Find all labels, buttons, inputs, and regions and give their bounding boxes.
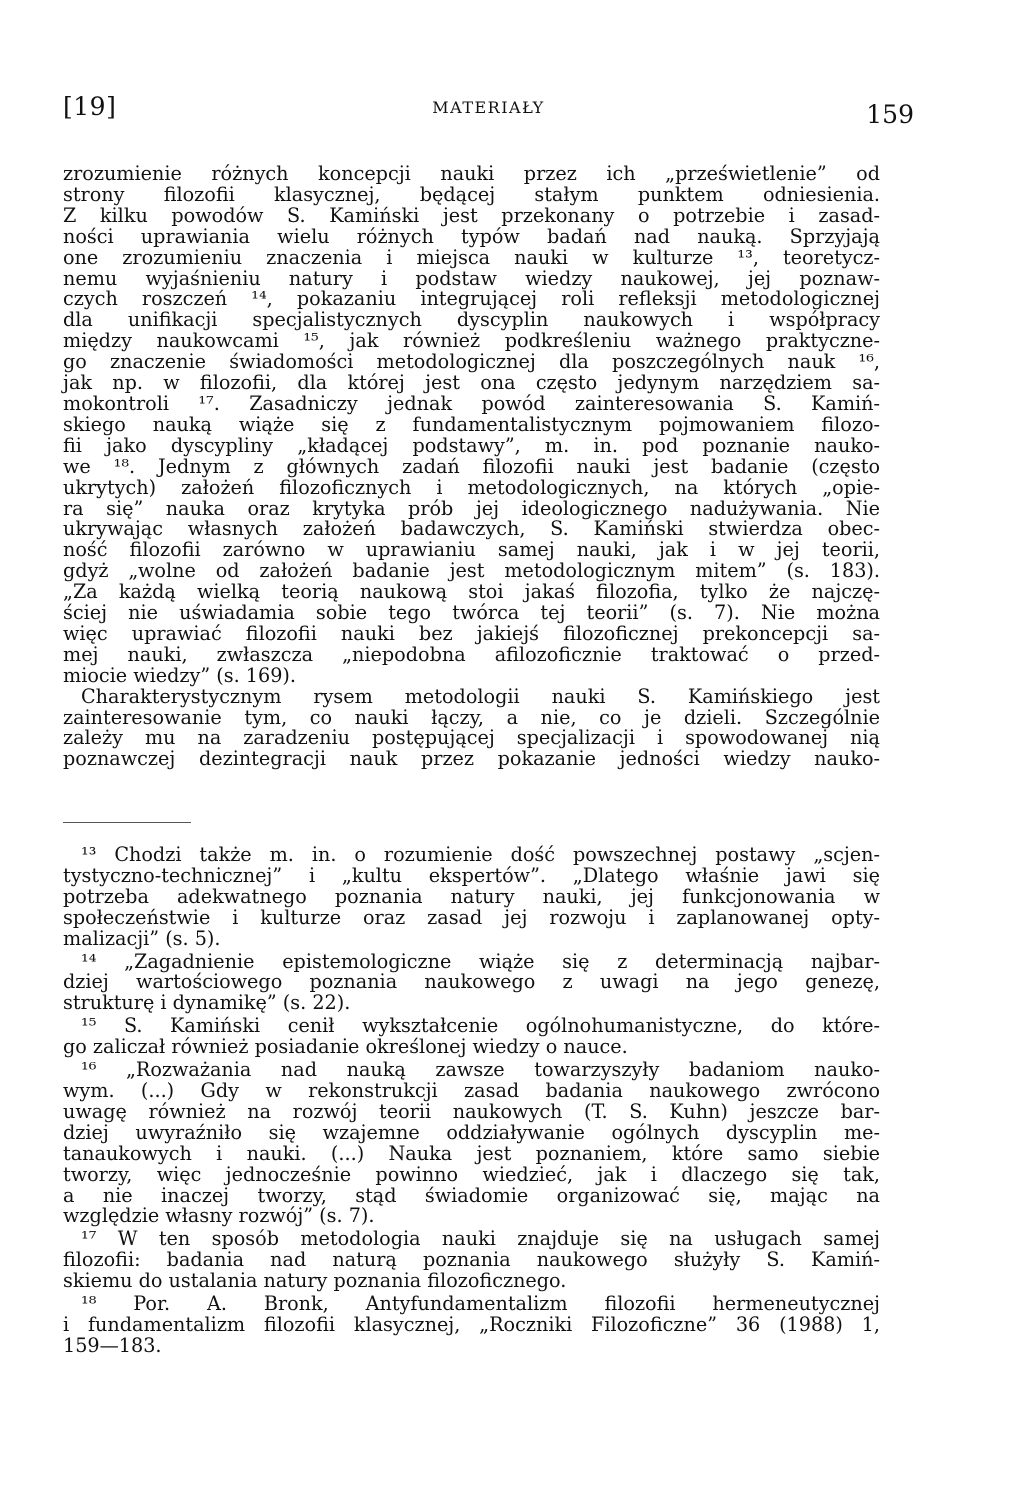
footnote-line: ¹³ Chodzi także m. in. o rozumienie dość powszechnej postawy „scjen- xyxy=(81,843,880,866)
footnote-line: dziej wartościowego poznania naukowego z uwagi na jego genezę, xyxy=(63,970,880,994)
footnote-line: tystyczno-technicznej” i „kultu ekspertów”. „Dlatego właśnie jawi się xyxy=(63,863,880,887)
footnotes xyxy=(63,845,880,1357)
text-line: ność filozofii zarówno w uprawianiu samej nauki, jak i w jej teorii, xyxy=(63,538,880,562)
text-line: zrozumienie różnych koncepcji nauki przez ich „prześwietlenie” od xyxy=(63,162,880,185)
text-line: ukrytych) założeń filozoficznych i metodologicznych, na których „opie- xyxy=(63,475,880,499)
text-line: ności uprawiania wielu różnych typów badań nad nauką. Sprzyjają xyxy=(63,224,880,248)
text-line: poznawczej dezintegracji nauk przez pokazanie jedności wiedzy nauko- xyxy=(63,747,880,771)
footnote-line: względzie własny rozwój” (s. 7). xyxy=(63,1204,375,1228)
text-line: ukrywając własnych założeń badawczych, S. Kamiński stwierdza obec- xyxy=(63,517,880,541)
text-line: zależy mu na zaradzeniu postępującej specjalizacji i spowodowanej nią xyxy=(63,726,880,750)
text-line: we ¹⁸. Jednym z głównych zadań filozofii nauki jest badanie (często xyxy=(63,454,880,478)
footnote-line: tanaukowych i nauki. (...) Nauka jest poznaniem, które samo siebie xyxy=(63,1141,880,1165)
running-title: MATERIAŁY xyxy=(432,98,545,117)
text-line: ściej nie uświadamia sobie tego twórca tej teorii” (s. 7). Nie można xyxy=(63,601,880,625)
text-line: jak np. w filozofii, dla której jest ona często jedynym narzędziem sa- xyxy=(63,371,880,395)
footnote-line: uwagę również na rozwój teorii naukowych (T. S. Kuhn) jeszcze bar- xyxy=(63,1099,880,1123)
footnote-line: ¹⁴ „Zagadnienie epistemologiczne wiąże się z determinacją najbar- xyxy=(81,949,880,973)
text-line: czych roszczeń ¹⁴, pokazaniu integrującej roli refleksji metodologicznej xyxy=(63,287,880,311)
footnote-line: a nie inaczej tworzy, stąd świadomie organizować się, mając na xyxy=(63,1183,880,1207)
footnote-line: ¹⁵ S. Kamiński cenił wykształcenie ogólnohumanistyczne, do które- xyxy=(81,1014,880,1038)
text-line: między naukowcami ¹⁵, jak również podkreśleniu ważnego praktyczne- xyxy=(63,329,880,353)
text-line: gdyż „wolne od założeń badanie jest metodologicznym mitem” (s. 183). xyxy=(63,559,880,583)
footnote-line: społeczeństwie i kulturze oraz zasad jej rozwoju i zaplanowanej opty- xyxy=(63,905,880,929)
text-line: zainteresowanie tym, co nauki łączy, a nie, co je dzieli. Szczególnie xyxy=(63,705,880,729)
footnote-line: ¹⁶ „Rozważania nad nauką zawsze towarzyszyły badaniom nauko- xyxy=(81,1058,880,1082)
text-line: Charakterystycznym rysem metodologii nauki S. Kamińskiego jest xyxy=(81,684,880,708)
footnote-line: ¹⁸ Por. A. Bronk, Antyfundamentalizm filozofii hermeneutycznej xyxy=(81,1292,880,1316)
footnote-line: strukturę i dynamikę” (s. 22). xyxy=(63,991,351,1015)
section-number: [19] xyxy=(63,92,117,121)
text-line: więc uprawiać filozofii nauki bez jakiejś filozoficznej prekoncepcji sa- xyxy=(63,621,880,645)
footnote-line: i fundamentalizm filozofii klasycznej, „Roczniki Filozoficzne” 36 (1988) 1, xyxy=(63,1312,880,1336)
footnote-line: malizacji” (s. 5). xyxy=(63,926,221,950)
main-text xyxy=(63,164,880,770)
text-line: ra się” nauka oraz krytyka prób jej ideologicznego nadużywania. Nie xyxy=(63,496,880,520)
text-line: Z kilku powodów S. Kamiński jest przekonany o potrzebie i zasad- xyxy=(63,203,880,227)
footnote-line: potrzeba adekwatnego poznania natury nauki, jej funkcjonowania w xyxy=(63,884,880,908)
footnote-line: ¹⁷ W ten sposób metodologia nauki znajduje się na usługach samej xyxy=(81,1227,880,1251)
text-line: „Za każdą wielką teorią naukową stoi jakaś filozofia, tylko że najczę- xyxy=(63,580,880,604)
footnote-separator xyxy=(63,822,191,823)
footnote-line: tworzy, więc jednocześnie powinno wiedzieć, jak i dlaczego się tak, xyxy=(63,1162,880,1186)
page-number: 159 xyxy=(866,100,914,129)
text-line: one zrozumieniu znaczenia i miejsca nauki w kulturze ¹³, teoretycz- xyxy=(63,245,880,269)
footnote-line: filozofii: badania nad naturą poznania naukowego służyły S. Kamiń- xyxy=(63,1248,880,1272)
footnote-line: dziej uwyraźniło się wzajemne oddziaływanie ogólnych dyscyplin me- xyxy=(63,1120,880,1144)
footnote-line: 159—183. xyxy=(63,1333,162,1357)
text-line: strony filozofii klasycznej, będącej stałym punktem odniesienia. xyxy=(63,182,880,206)
text-line: dla unifikacji specjalistycznych dyscyplin naukowych i współpracy xyxy=(63,308,880,332)
text-line: go znaczenie świadomości metodologicznej dla poszczególnych nauk ¹⁶, xyxy=(63,350,880,374)
text-line: nemu wyjaśnieniu natury i podstaw wiedzy naukowej, jej poznaw- xyxy=(63,266,880,290)
footnote-line: skiemu do ustalania natury poznania filozoficznego. xyxy=(63,1269,567,1293)
text-line: fii jako dyscypliny „kładącej podstawy”, m. in. pod poznanie nauko- xyxy=(63,433,880,457)
text-line: mokontroli ¹⁷. Zasadniczy jednak powód zainteresowania S. Kamiń- xyxy=(63,391,880,415)
text-line: mej nauki, zwłaszcza „niepodobna afilozoficznie traktować o przed- xyxy=(63,642,880,666)
text-line: miocie wiedzy” (s. 169). xyxy=(63,663,297,687)
page-header xyxy=(63,90,914,130)
footnote-line: go zaliczał również posiadanie określonej wiedzy o nauce. xyxy=(63,1035,628,1059)
text-line: skiego nauką wiąże się z fundamentalistycznym pojmowaniem filozo- xyxy=(63,412,880,436)
footnote-line: wym. (...) Gdy w rekonstrukcji zasad badania naukowego zwrócono xyxy=(63,1078,880,1102)
